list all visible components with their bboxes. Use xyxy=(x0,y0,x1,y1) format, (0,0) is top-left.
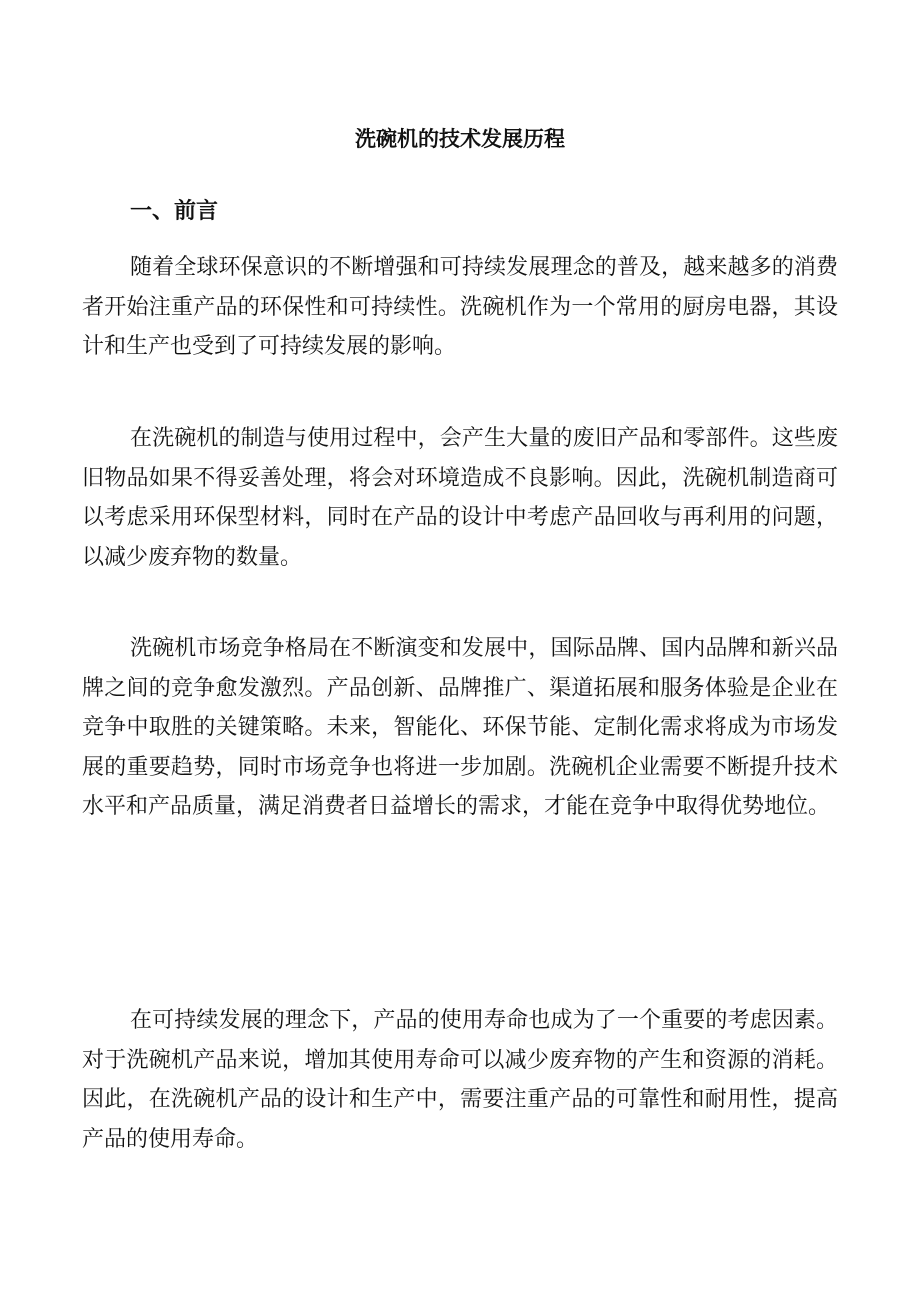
paragraph-4: 在可持续发展的理念下，产品的使用寿命也成为了一个重要的考虑因素。对于洗碗机产品来说，增加其使用寿命可以减少废弃物的产生和资源的消耗。因此，在洗碗机产品的设计和生产中，需要注重产品的可靠性和耐用性，提高产品的使用寿命。 xyxy=(82,1008,838,1152)
page-title: 洗碗机的技术发展历程 xyxy=(355,126,565,151)
paragraph-2: 在洗碗机的制造与使用过程中，会产生大量的废旧产品和零部件。这些废旧物品如果不得妥善处理，将会对环境造成不良影响。因此，洗碗机制造商可以考虑采用环保型材料，同时在产品的设计中考虑产品回收与再利用的问题，以减少废弃物的数量。 xyxy=(82,426,838,570)
paragraph-1: 随着全球环保意识的不断增强和可持续发展理念的普及，越来越多的消费者开始注重产品的环保性和可持续性。洗碗机作为一个常用的厨房电器，其设计和生产也受到了可持续发展的影响。 xyxy=(82,255,838,359)
section-heading: 一、前言 xyxy=(130,198,219,224)
paragraph-3: 洗碗机市场竞争格局在不断演变和发展中，国际品牌、国内品牌和新兴品牌之间的竞争愈发激烈。产品创新、品牌推广、渠道拓展和服务体验是企业在竞争中取胜的关键策略。未来，智能化、环保节能、定制化需求将成为市场发展的重要趋势，同时市场竞争也将进一步加剧。洗碗机企业需要不断提升技术水平和产品质量，满足消费者日益增长的需求，才能在竞争中取得优势地位。 xyxy=(82,636,838,819)
